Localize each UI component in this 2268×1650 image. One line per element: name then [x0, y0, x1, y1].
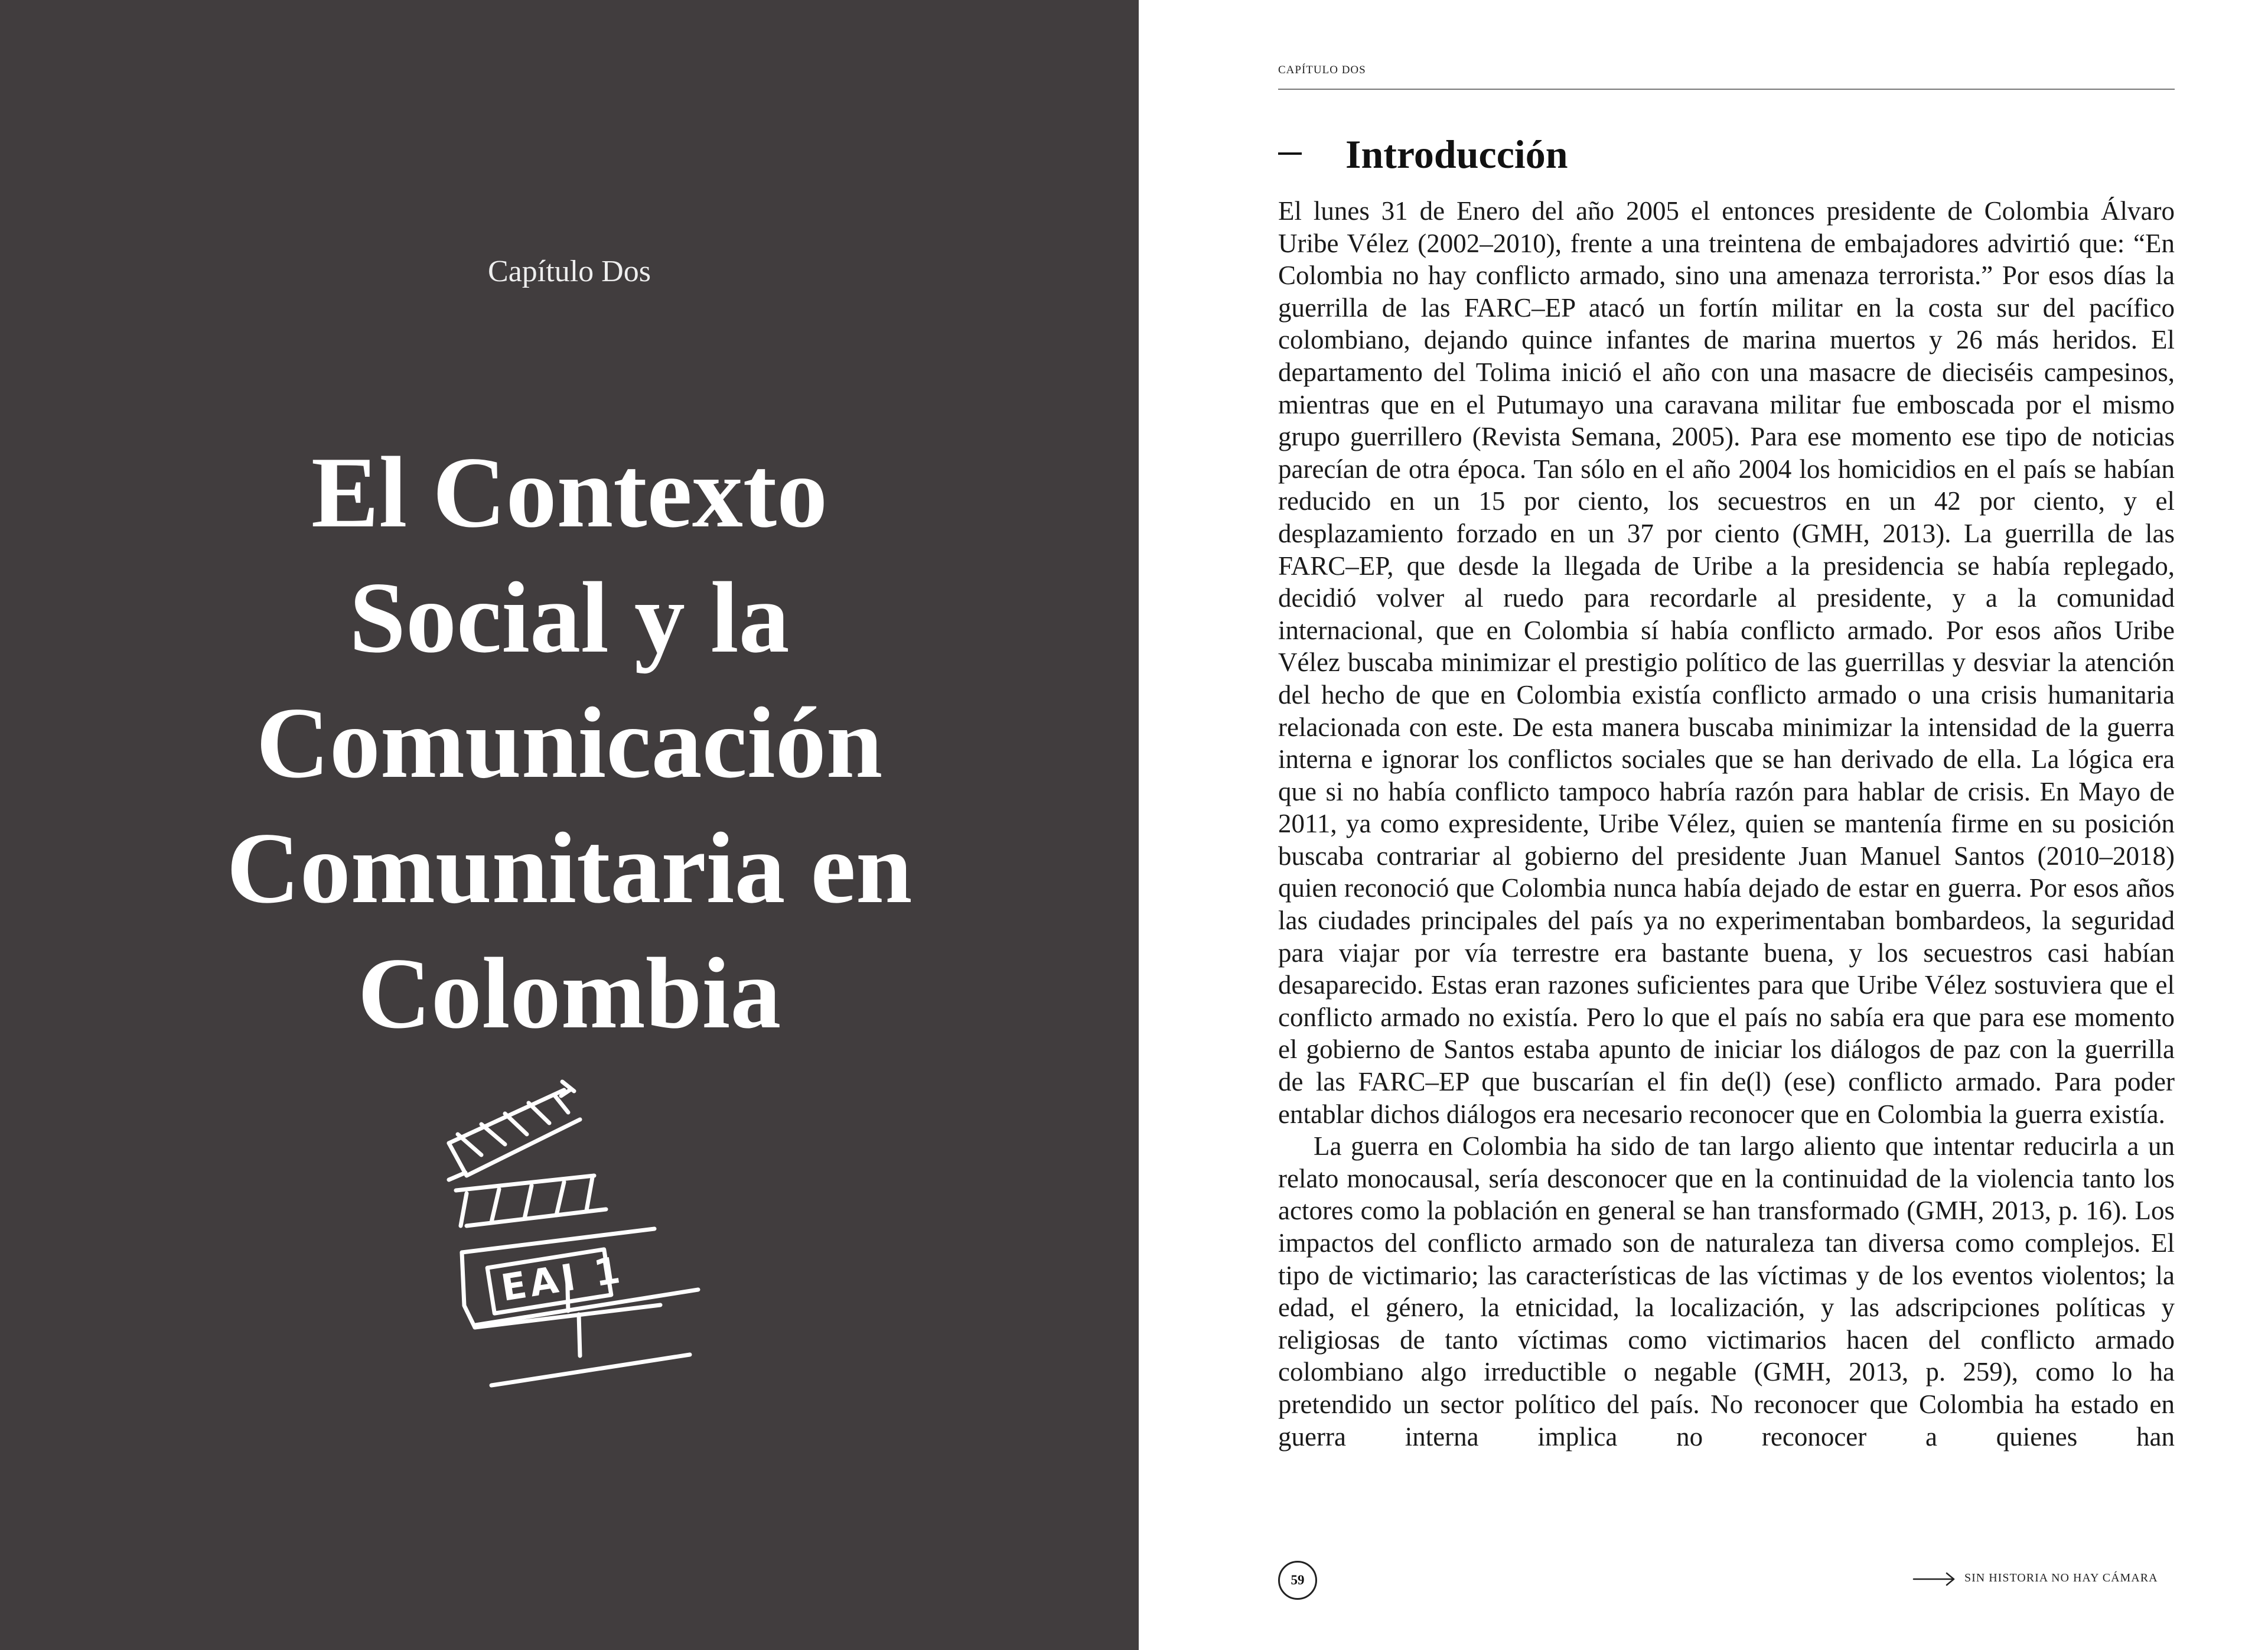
text-page	[1139, 0, 2268, 1650]
chapter-title	[83, 430, 1056, 1056]
heading-dash	[1278, 152, 1302, 155]
running-head: CAPÍTULO DOS	[1278, 64, 1366, 76]
clapper-label: EAI 1	[498, 1248, 627, 1310]
paragraph: El lunes 31 de Enero del año 2005 el entonces presidente de Colombia Álvaro Uribe Vélez (2002–2010), frente a una treintena de embajadores advirtió que: “En Colombia no hay conflicto armado, sino una amenaza terrorista.” Por esos días la guerrilla de las FARC–EP atacó un fortín militar en la costa sur del pacífico colombiano, dejando quince infantes de marina muertos y 26 más heridos. El departamento del Tolima inició el año con una masacre de dieciséis campesinos, mientras que en el Putumayo una caravana militar fue emboscada por el mismo grupo guerrillero (Revista Semana, 2005). Para ese momento ese tipo de noticias parecían de otra época. Tan sólo en el año 2004 los homicidios en el país se habían reducido en un 15 por ciento, los secuestros en un 42 por ciento, y el desplazamiento forzado en un 37 por ciento (GMH, 2013). La guerrilla de las FARC–EP, que desde la llegada de Uribe a la presidencia se había replegado, decidió volver al ruedo para recordarle al presidente, y a la comunidad internacional, que en Colombia sí había conflicto armado. Por esos años Uribe Vélez buscaba minimizar el prestigio político de las guerrillas y desviar la atención del hecho de que en Colombia existía conflicto armado o una crisis humanitaria relacionada con este. De esta manera buscaba minimizar la intensidad de la guerra interna e ignorar los conflictos sociales que se han derivado de ella. La lógica era que si no había conflicto tampoco habría razón para hablar de crisis. En Mayo de 2011, ya como expresidente, Uribe Vélez, quien se mantenía firme en su posición buscaba contrariar al gobierno del presidente Juan Manuel Santos (2010–2018) quien reconoció que Colombia nunca había dejado de estar en guerra. Por esos años las ciudades principales del país ya no experimentaban bombardeos, la seguridad para viajar por vía terrestre era bastante buena, y los secuestros casi habían desaparecido. Estas eran razones suficientes para que Uribe Vélez sostuviera que el conflicto armado no existía. Pero lo que el país no sabía era que para ese momento el gobierno de Santos estaba apunto de iniciar los diálogos de paz con la guerrilla de las FARC–EP que buscarían el fin de(l) (ese) conflicto armado. Para poder entablar dichos diálogos era necesario reconocer que en Colombia la guerra existía.	[1278, 196, 2175, 1129]
book-title: SIN HISTORIA NO HAY CÁMARA	[1964, 1571, 2158, 1584]
body-text	[1278, 195, 2175, 1453]
chapter-label: Capítulo Dos	[488, 255, 651, 288]
clapperboard-icon	[425, 1078, 709, 1409]
chapter-title-line: El Contexto	[311, 437, 828, 549]
section-heading-text: Introducción	[1345, 132, 1568, 177]
chapter-title-line: Colombia	[357, 938, 781, 1050]
chapter-title-line: Comunicación	[256, 687, 883, 799]
header-rule	[1278, 89, 2175, 90]
chapter-title-line: Social y la	[349, 562, 790, 674]
paragraph: La guerra en Colombia ha sido de tan largo aliento que intentar reducirla a un relato monocausal, sería desconocer que en la continuidad de la violencia tanto los actores como la población en general se han transformado (GMH, 2013, p. 16). Los impactos del conflicto armado son de naturaleza tan diversa como complejos. El tipo de victimario; las características de las víctimas y de los eventos violentos; la edad, el género, la etnicidad, la localización, y las adscripciones políticas y religiosas de tanto víctimas como victimarios hacen del conflicto armado colombiano algo irreductible o negable (GMH, 2013, p. 259), como lo ha pretendido un sector político del país. No reconocer que Colombia ha estado en guerra interna implica no reconocer a quienes han	[1278, 1131, 2175, 1452]
page-number: 59	[1278, 1561, 1317, 1600]
arrow-right-icon	[1912, 1571, 1956, 1587]
chapter-title-line: Comunitaria en	[226, 812, 913, 925]
section-heading	[1278, 131, 1568, 178]
